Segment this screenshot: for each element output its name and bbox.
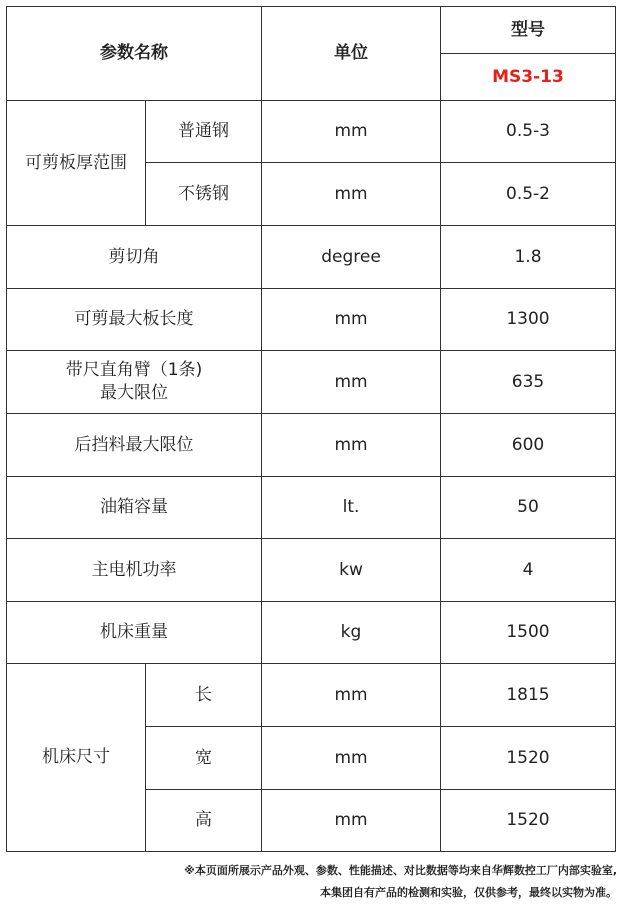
table-row [7,539,616,602]
row-label-shear-angle: 剪切角 [7,226,262,289]
unit-max-length: mm [262,289,441,351]
value-shear-angle: 1.8 [441,226,616,289]
row-label-max-length: 可剪最大板长度 [7,289,262,351]
row-label-arm-line2: 最大限位 [100,383,168,403]
unit-stainless-steel: mm [262,163,441,226]
row-label-dimensions: 机床尺寸 [7,664,146,852]
row-label-arm [7,351,262,414]
table-row [7,289,616,351]
value-oil-tank: 50 [441,477,616,539]
unit-height: mm [262,790,441,852]
table-row [7,477,616,539]
footnote-line2: 本集团自有产品的检测和实验，仅供参考，最终以实物为准。 [320,886,617,899]
unit-ordinary-steel: mm [262,101,441,163]
table-row [7,414,616,477]
value-width: 1520 [441,727,616,790]
row-label-thickness: 可剪板厚范围 [7,101,146,226]
table-row [7,226,616,289]
header-unit: 单位 [262,7,441,101]
sub-label-width: 宽 [146,727,262,790]
unit-arm: mm [262,351,441,414]
row-label-arm-line1: 带尺直角臂（1条) [65,360,203,381]
table-row [7,602,616,664]
footnote-line1: ※本页面所展示产品外观、参数、性能描述、对比数据等均来自华辉数控工厂内部实验室, [184,864,617,877]
unit-width: mm [262,727,441,790]
unit-weight: kg [262,602,441,664]
row-label-weight: 机床重量 [7,602,262,664]
unit-length: mm [262,664,441,727]
row-label-oil-tank: 油箱容量 [7,477,262,539]
sub-label-ordinary-steel: 普通钢 [146,101,262,163]
unit-shear-angle: degree [262,226,441,289]
sub-label-height: 高 [146,790,262,852]
row-label-motor: 主电机功率 [7,539,262,602]
header-model-label: 型号 [441,7,616,54]
header-param-name: 参数名称 [7,7,262,101]
unit-oil-tank: lt. [262,477,441,539]
sub-label-length: 长 [146,664,262,727]
table-row [7,664,616,727]
header-model-value: MS3-13 [441,54,616,101]
row-label-backgauge: 后挡料最大限位 [7,414,262,477]
value-stainless-steel: 0.5-2 [441,163,616,226]
table-row [7,101,616,163]
value-backgauge: 600 [441,414,616,477]
value-weight: 1500 [441,602,616,664]
value-length: 1815 [441,664,616,727]
value-ordinary-steel: 0.5-3 [441,101,616,163]
value-height: 1520 [441,790,616,852]
footnote [0,860,617,904]
value-max-length: 1300 [441,289,616,351]
spec-table [6,6,616,852]
table-row [7,351,616,414]
value-arm: 635 [441,351,616,414]
value-motor: 4 [441,539,616,602]
sub-label-stainless-steel: 不锈钢 [146,163,262,226]
unit-backgauge: mm [262,414,441,477]
unit-motor: kw [262,539,441,602]
